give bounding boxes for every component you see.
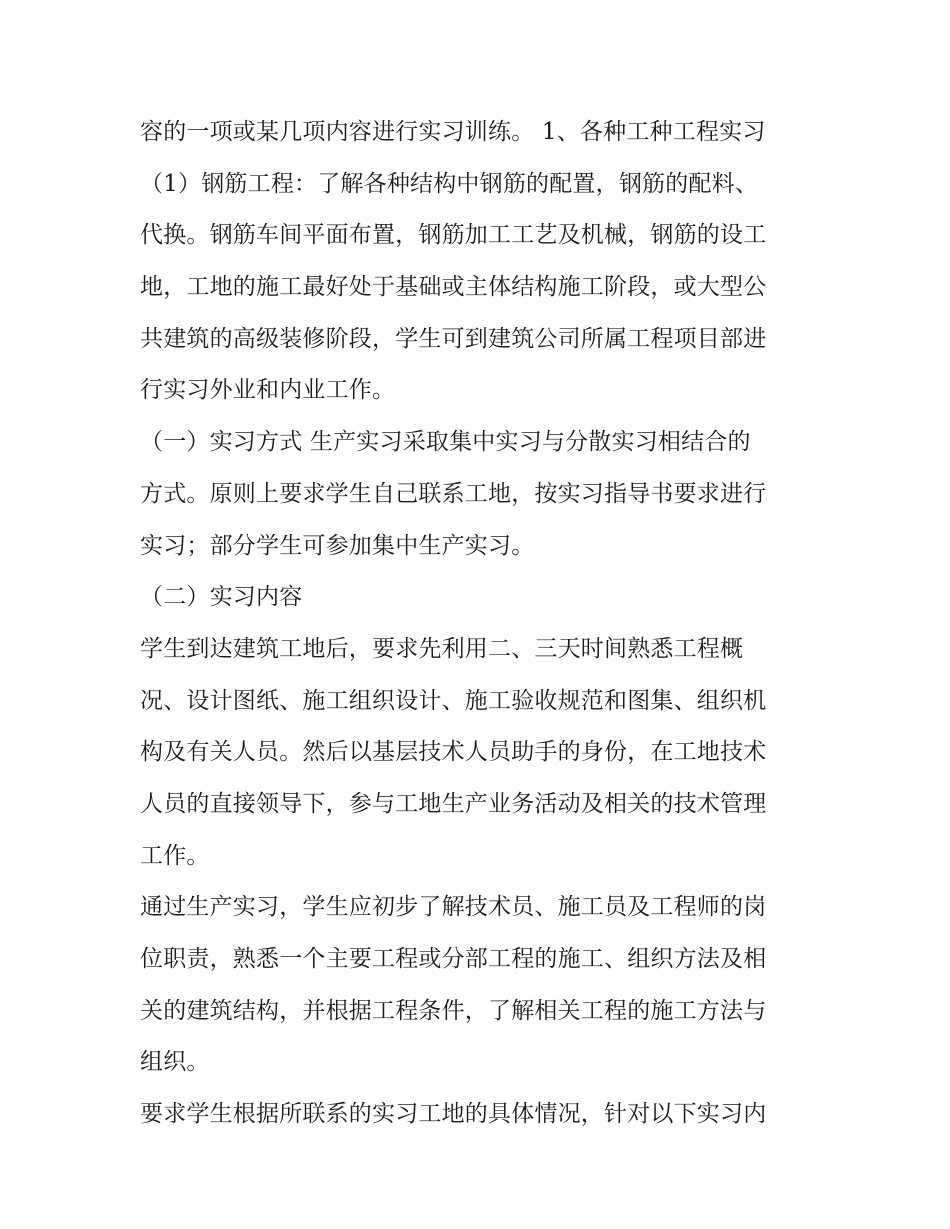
section-heading: （二）实习内容	[140, 584, 303, 611]
text-line: 人员的直接领导下，参与工地生产业务活动及相关的技术管理	[140, 790, 767, 817]
text-line: 组织。	[140, 1049, 210, 1076]
text-line: 工作。	[140, 842, 210, 869]
text-line: 实习；部分学生可参加集中生产实习。	[140, 532, 535, 559]
text-line: 共建筑的高级装修阶段，学生可到建筑公司所属工程项目部进	[140, 325, 767, 352]
document-body	[140, 107, 820, 1141]
text-line: 关的建筑结构，并根据工程条件，了解相关工程的施工方法与	[140, 997, 767, 1024]
text-line: 容的一项或某几项内容进行实习训练。 1、各种工种工程实习	[140, 119, 766, 145]
text-line: 行实习外业和内业工作。	[140, 377, 396, 404]
text-line: 地，工地的施工最好处于基础或主体结构施工阶段，或大型公	[140, 274, 767, 301]
text-line: （1）钢筋工程：了解各种结构中钢筋的配置，钢筋的配料、	[140, 170, 759, 197]
text-line: 况、设计图纸、施工组织设计、施工验收规范和图集、组织机	[140, 687, 767, 714]
text-line: 方式。原则上要求学生自己联系工地，按实习指导书要求进行	[140, 480, 767, 507]
text-line: 要求学生根据所联系的实习工地的具体情况，针对以下实习内	[140, 1101, 767, 1128]
text-line: 代换。钢筋车间平面布置，钢筋加工工艺及机械，钢筋的设工	[140, 222, 767, 249]
text-line: 通过生产实习，学生应初步了解技术员、施工员及工程师的岗	[140, 894, 767, 921]
text-line: 位职责，熟悉一个主要工程或分部工程的施工、组织方法及相	[140, 946, 767, 972]
text-line: 学生到达建筑工地后，要求先利用二、三天时间熟悉工程概	[140, 635, 744, 662]
section-heading-line: （一）实习方式 生产实习采取集中实习与分散实习相结合的	[140, 429, 751, 456]
text-line: 构及有关人员。然后以基层技术人员助手的身份，在工地技术	[140, 739, 767, 766]
